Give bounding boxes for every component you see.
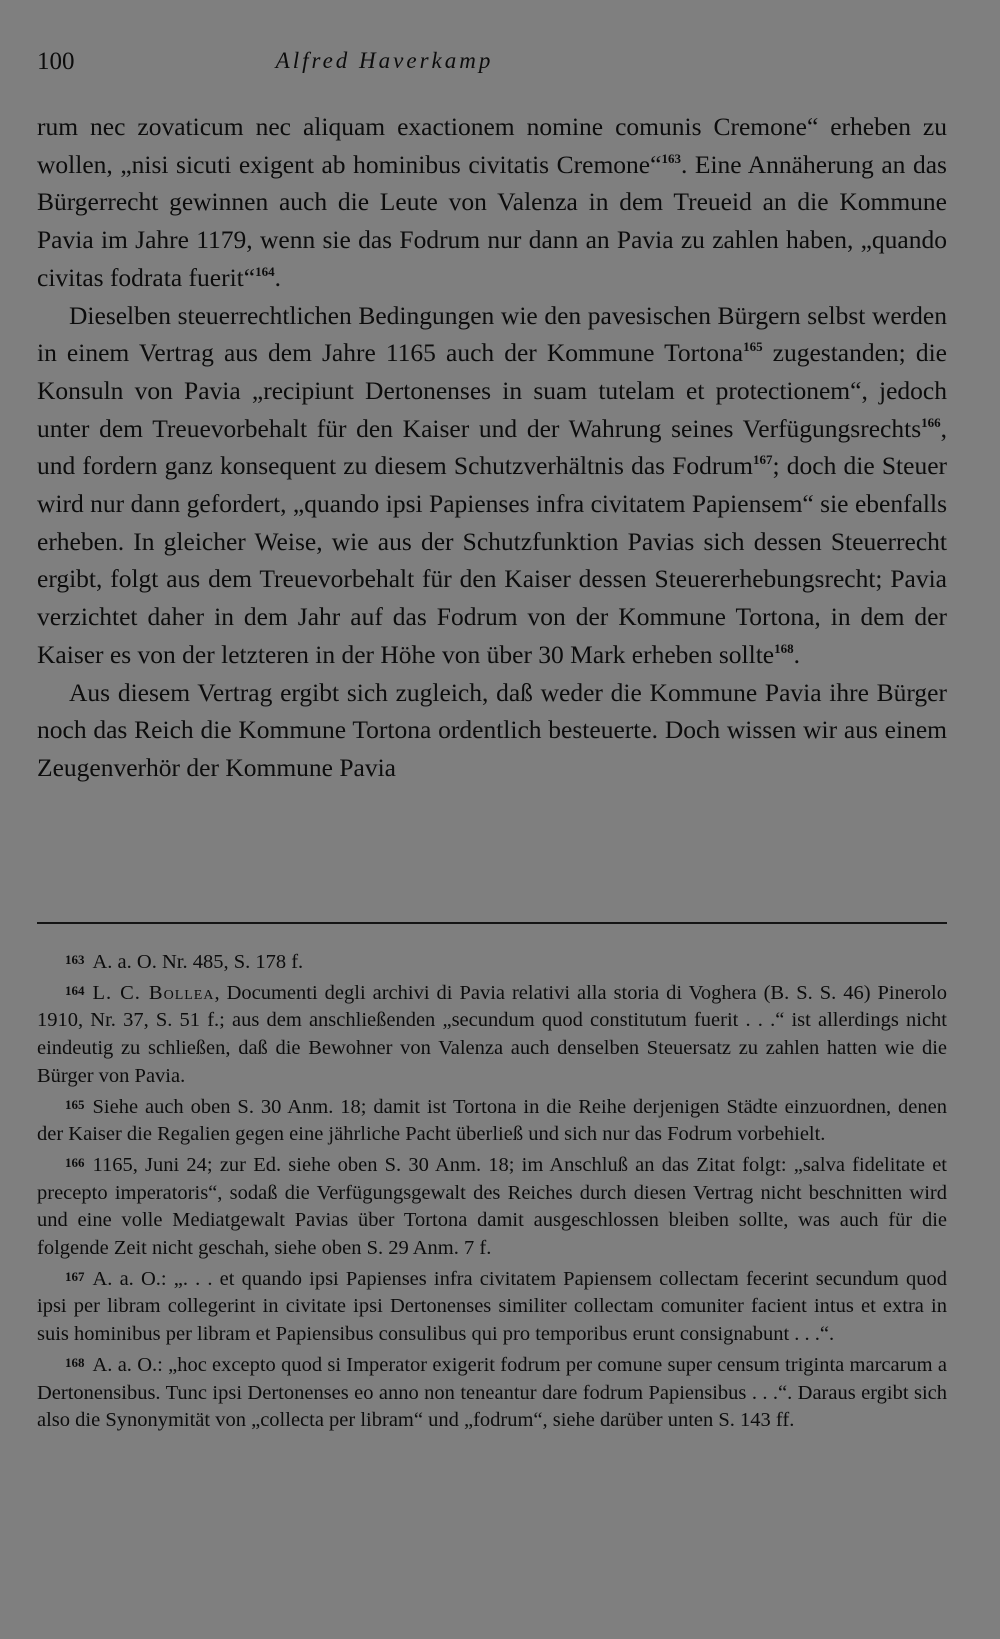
footnote-ref-164[interactable]: 164 xyxy=(255,263,275,279)
footnote-divider xyxy=(37,922,947,924)
paragraph-2 xyxy=(37,297,947,674)
footnote-number: 164 xyxy=(65,982,85,998)
footnote-ref-163[interactable]: 163 xyxy=(661,150,681,166)
footnotes xyxy=(37,946,947,1435)
footnote-ref-166[interactable]: 166 xyxy=(921,414,941,430)
footnote-ref-168[interactable]: 168 xyxy=(774,640,794,656)
paragraph-text: rum nec zovaticum nec aliquam exactionem nomine comunis Cremone“ erheben zu wollen, „nisi sicuti exigent ab hominibus civitatis Cremone“ xyxy=(37,112,947,179)
footnote-number: 163 xyxy=(65,952,85,967)
footnote-ref-167[interactable]: 167 xyxy=(753,452,773,468)
footnote-text: , Documenti degli archivi di Pavia relativi alla storia di Voghera (B. S. S. 46) Pinerolo 1910, Nr. 37, S. 51 f.; aus dem anschließenden „secundum quod constitutum fuerit . . .“ ist allerdings nicht eindeutig zu schließen, daß die Bewohner von Valenza auch denselben Steuersatz zu zahlen hatten wie die Bürger von Pavia. xyxy=(37,981,947,1087)
footnote-text: 1165, Juni 24; zur Ed. siehe oben S. 30 Anm. 18; im Anschluß an das Zitat folgt: „salva fidelitate et precepto imperatoris“, sodaß die Verfügungsgewalt des Reiches durch diesen Vertrag nicht beschnitten wird und eine volle Mediatgewalt Pavias über Tortona damit ausgeschlossen bleiben sollte, was auch für die folgende Zeit nicht geschah, siehe oben S. 29 Anm. 7 f. xyxy=(37,1153,947,1260)
paragraph-text: , und fordern ganz konsequent zu diesem Schutzverhältnis das Fodrum xyxy=(37,413,947,481)
paragraph-text: ; doch die Steuer wird nur dann gefordert, „quando ipsi Papienses infra civitatem Papiensem“ sie ebenfalls erheben. In gleicher Weise, wie aus der Schutzfunktion Pavias sich dessen Steuerrecht ergibt, folgt aus dem Treuevorbehalt für den Kaiser dessen Steuererhebungsrecht; Pavia verzichtet daher in dem Jahr auf das Fodrum von der Kommune Tortona, in dem der Kaiser es von der letzteren in der Höhe von über 30 Mark erheben sollte xyxy=(37,451,947,669)
footnote-167 xyxy=(37,1263,947,1349)
footnote-text: A. a. O. Nr. 485, S. 178 f. xyxy=(92,951,304,973)
footnote-ref-165[interactable]: 165 xyxy=(743,339,763,355)
footnote-number: 166 xyxy=(65,1154,85,1170)
footnote-number: 165 xyxy=(65,1096,85,1112)
footnote-165 xyxy=(37,1091,947,1149)
footnote-166 xyxy=(37,1149,947,1263)
footnote-author: L. C. Bollea xyxy=(92,981,215,1004)
paragraph-text: Aus diesem Vertrag ergibt sich zugleich, daß weder die Kommune Pavia ihre Bürger noch das Reich die Kommune Tortona ordentlich besteuerte. Doch wissen wir aus einem Zeugenverhör der Kommune Pavia xyxy=(37,677,947,782)
paragraph-3 xyxy=(37,674,947,787)
page-number: 100 xyxy=(37,48,75,75)
footnote-number: 168 xyxy=(65,1354,85,1370)
footnote-text: A. a. O.: „. . . et quando ipsi Papienses infra civitatem Papiensem collectam fecerint secundum quod ipsi per libram collegerint in civitate ipsi Dertonenses similiter collectam comuniter facient intus et extra in suis hominibus per libram et Papiensibus consulibus qui pro temporibus erunt consignabunt . . .“. xyxy=(37,1267,947,1346)
footnote-number: 167 xyxy=(65,1268,85,1284)
paragraph-text: . xyxy=(274,262,281,292)
book-page xyxy=(37,0,947,1639)
paragraph-text: Dieselben steuerrechtlichen Bedingungen wie den pavesischen Bürgern selbst werden in einem Vertrag aus dem Jahre 1165 auch der Kommune Tortona xyxy=(37,300,947,368)
footnote-text: A. a. O.: „hoc excepto quod si Imperator exigerit fodrum per comune super censum triginta marcarum a Dertonensibus. Tunc ipsi Dertonenses eo anno non teneantur dare fodrum Papiensibus . . .“. Daraus ergibt sich also die Synonymität von „collecta per libram“ und „fodrum“, siehe darüber unten S. 143 ff. xyxy=(37,1353,947,1432)
main-text xyxy=(37,108,947,787)
paragraph-text: zugestanden; die Konsuln von Pavia „recipiunt Dertonenses in suam tutelam et protectionem“, jedoch unter dem Treuevorbehalt für den Kaiser und der Wahrung seines Verfügungsrechts xyxy=(37,338,947,443)
running-head: Alfred Haverkamp xyxy=(275,48,494,73)
footnote-164 xyxy=(37,977,947,1091)
paragraph-text: . xyxy=(793,639,800,669)
paragraph-1 xyxy=(37,108,947,297)
footnote-163 xyxy=(37,946,947,977)
paragraph-text: . Eine Annäherung an das Bürgerrecht gewinnen auch die Leute von Valenza in dem Treueid an die Kommune Pavia im Jahre 1179, wenn sie das Fodrum nur dann an Pavia zu zahlen haben, „quando civitas fodrata fuerit“ xyxy=(37,149,947,292)
footnote-168 xyxy=(37,1349,947,1435)
page-header xyxy=(37,48,947,88)
footnote-text: Siehe auch oben S. 30 Anm. 18; damit ist Tortona in die Reihe derjenigen Städte einzuordnen, denen der Kaiser die Regalien gegen eine jährliche Pacht überließ und sich nur das Fodrum vorbehielt. xyxy=(37,1095,947,1146)
